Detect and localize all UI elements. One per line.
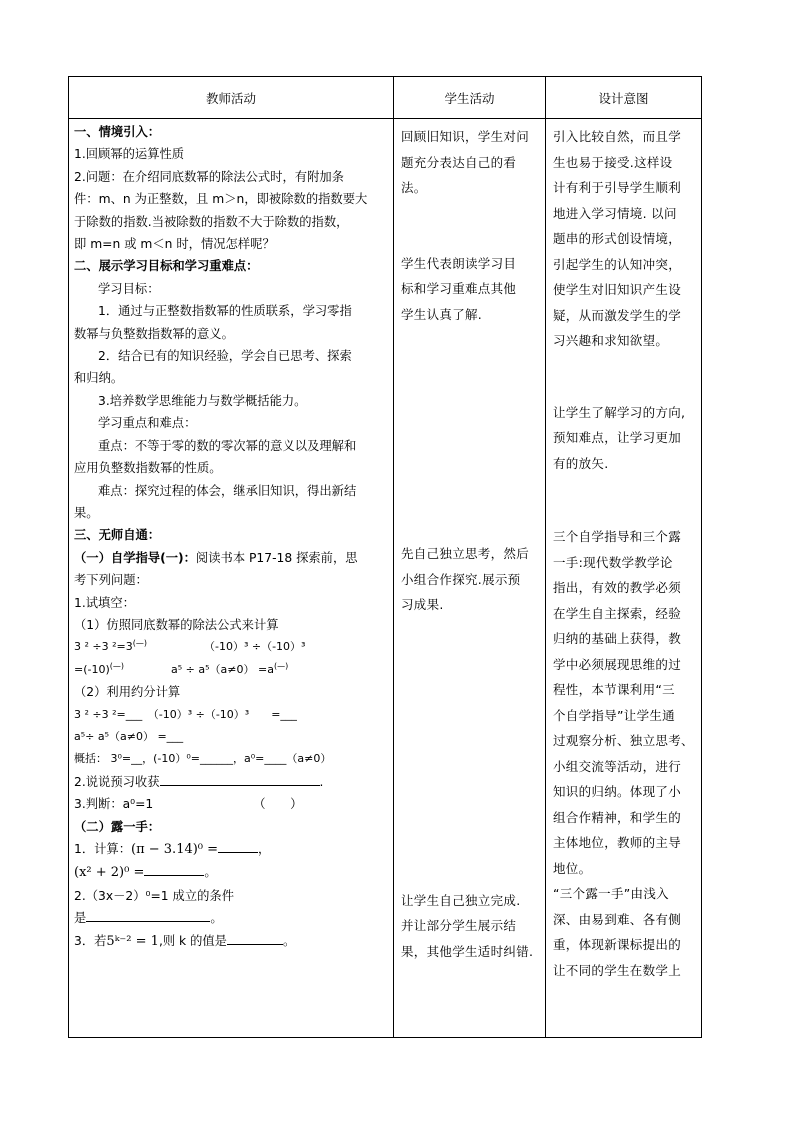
- text-line: （1）仿照同底数幂的除法公式来计算: [74, 617, 279, 632]
- text-line: 考下列问题：: [74, 573, 148, 588]
- guide-1-text: 阅读书本 P17-18 探索前，思: [195, 550, 358, 565]
- section-2-title: 二、展示学习目标和学习重难点：: [74, 259, 259, 274]
- math-line: [74, 838, 389, 861]
- text-line: 学习目标：: [98, 281, 160, 296]
- expr: （-10）³ ÷（-10）³: [204, 640, 306, 654]
- text-line: 先自己独立思考，然后: [401, 546, 530, 561]
- text-line: 一手:现代数学教学论: [553, 554, 673, 570]
- punct: 。: [282, 933, 296, 948]
- text-line: 习兴趣和求知欲望。: [553, 333, 669, 348]
- text-line: 学生认真了解.: [401, 306, 483, 322]
- text-line: 在学生自主探索，经验: [553, 605, 682, 621]
- math-line: 3 ² ÷3 ²=___ （-10）³ ÷（-10）³ =___: [74, 707, 297, 721]
- lesson-plan-table: [68, 76, 702, 1038]
- math-line: [74, 861, 389, 884]
- exercise-1-label: 1．计算：: [74, 842, 132, 856]
- question-3: 3.判断：a⁰=1: [74, 797, 154, 812]
- math-line: [74, 659, 389, 681]
- text-line: 知识的归纳。体现了小: [553, 784, 682, 799]
- answer-blank[interactable]: [86, 909, 210, 922]
- punct: ，: [258, 842, 271, 856]
- guide-1-title: （一）自学指导(一)：: [74, 550, 196, 565]
- text-line: 地位。: [553, 860, 592, 876]
- text-line: （2）利用约分计算: [74, 685, 181, 700]
- math-line: a⁵÷ a⁵（a≠0） =___: [74, 729, 184, 743]
- judge-blank[interactable]: （ ）: [253, 797, 303, 812]
- guide-2-title: （二）露一手：: [74, 819, 161, 834]
- text-line: 题充分表达自己的看: [401, 154, 517, 170]
- expr: 5ᵏ⁻² = 1: [106, 933, 159, 949]
- text-line: 难点：探究过程的体会，继承旧知识，得出新结: [98, 483, 357, 498]
- text-line: 即 m=n 或 m＜n 时，情况怎样呢？: [74, 237, 275, 252]
- expr: (π − 3.14)⁰ =: [131, 842, 219, 857]
- text-line: 过观察分析、独立思考、: [553, 733, 694, 748]
- punct: 。: [210, 911, 223, 926]
- text-line: 个自学指导”让学生通: [553, 707, 675, 723]
- text-line: 1.回顾幂的运算性质: [74, 147, 185, 162]
- text-line: [74, 907, 389, 929]
- text-line: 疑，从而激发学生的学: [553, 307, 682, 323]
- text-line: 学习重点和难点：: [98, 416, 197, 431]
- text-line: 主体地位，教师的主导: [553, 835, 682, 850]
- content-row: [69, 119, 702, 1038]
- text-line: 1．通过与正整数指数幂的性质联系，学习零指: [98, 304, 352, 319]
- text-line: 小组合作探究.展示预: [401, 571, 521, 587]
- exponent-blank: (—): [273, 661, 289, 671]
- header-student: 学生活动: [394, 77, 546, 119]
- exponent-blank: (—): [109, 661, 125, 671]
- text-line: 计有利于引导学生顺利: [553, 180, 682, 195]
- text-line: 重点：不等于零的数的零次幂的意义以及理解和: [98, 438, 357, 453]
- exponent-blank: (—): [132, 638, 147, 648]
- text-line: 件：m、n 为正整数，且 m＞n，即被除数的指数要大: [74, 192, 368, 207]
- text-line: 重，体现新课标提出的: [553, 937, 682, 952]
- text-line: 果，其他学生适时纠错.: [401, 943, 534, 959]
- text-line: 2.（3x－2）⁰=1 成立的条件: [74, 888, 234, 903]
- text-line: 让不同的学生在数学上: [553, 962, 682, 978]
- expr: a⁵ ÷ a⁵（a≠0） =a: [171, 662, 274, 676]
- text-line: 学生代表朗读学习目: [401, 255, 517, 271]
- answer-blank[interactable]: [227, 932, 283, 945]
- expr: =(-10): [74, 662, 110, 676]
- text-line: 组合作精神，和学生的: [553, 809, 682, 825]
- math-line: [74, 930, 389, 953]
- header-row: [69, 77, 702, 119]
- expr: (x² + 2)⁰ =: [74, 865, 145, 881]
- text: 是: [74, 911, 87, 926]
- text-line: 回顾旧知识，学生对问: [401, 129, 530, 144]
- text-line: 使学生对旧知识产生设: [553, 282, 682, 297]
- text-line: 习成果.: [401, 597, 444, 612]
- text-line: 法。: [401, 180, 427, 195]
- text-line: 生也易于接受.这样设: [553, 154, 673, 170]
- answer-blank[interactable]: [144, 863, 204, 876]
- text-line: [74, 547, 389, 569]
- section-1-title: 一、情境引入：: [74, 125, 161, 139]
- text-line: 应用负整数指数幂的性质。: [74, 461, 222, 476]
- text-line: 预知难点，让学习更加: [553, 430, 682, 445]
- text-line: 学中必须展现思维的过: [553, 656, 682, 672]
- teacher-activity-cell: [69, 119, 394, 1038]
- text-line: 让学生自己独立完成.: [401, 892, 521, 908]
- text-line: 3.培养数学思维能力与数学概括能力。: [98, 393, 307, 408]
- text-line: 2.问题：在介绍同底数幂的除法公式时，有附加条: [74, 169, 344, 184]
- answer-blank[interactable]: [218, 840, 258, 853]
- math-line: [74, 636, 389, 658]
- text-line: 指出，有效的教学必须: [553, 580, 682, 595]
- header-teacher: 教师活动: [69, 77, 394, 119]
- text-line: “三个露一手”由浅入: [553, 886, 669, 901]
- text-line: 于除数的指数.当被除数的指数不大于除数的指数，: [74, 214, 349, 229]
- text-line: 让学生了解学习的方向,: [553, 404, 686, 420]
- text: ,则 k 的值是: [158, 933, 227, 948]
- text-line: [74, 793, 389, 815]
- text-line: 并让部分学生展示结: [401, 918, 517, 933]
- answer-blank[interactable]: [160, 773, 320, 786]
- text-line: 2.说说预习收获 .: [74, 774, 324, 789]
- text-line: 题串的形式创设情境，: [553, 231, 682, 246]
- exercise-3-label: 3．若: [74, 933, 107, 948]
- text-line: 小组交流等活动，进行: [553, 758, 682, 774]
- text-line: 标和学习重难点其他: [401, 281, 517, 296]
- header-design: 设计意图: [546, 77, 702, 119]
- text-line: 和归纳。: [74, 371, 124, 386]
- expr: 3 ² ÷3 ²=3: [74, 640, 133, 654]
- text-line: 2．结合已有的知识经验，学会自已思考、探索: [98, 349, 352, 364]
- section-3-title: 三、无师自通：: [74, 528, 161, 543]
- text-line: 果。: [74, 505, 99, 520]
- text-line: 深、由易到难、各有侧: [553, 911, 682, 927]
- student-activity-cell: [394, 119, 546, 1038]
- design-intent-cell: [546, 119, 702, 1038]
- text-line: 三个自学指导和三个露: [553, 529, 682, 544]
- punct: 。: [204, 865, 217, 880]
- question-2: 2.说说预习收获: [74, 774, 160, 789]
- text-line: 归纳的基础上获得，教: [553, 631, 682, 646]
- text-line: 程性，本节课利用“三: [553, 682, 675, 697]
- text-line: 有的放矢.: [553, 455, 609, 471]
- text-line: 引入比较自然，而且学: [553, 129, 682, 144]
- text-line: 数幂与负整数指数幂的意义。: [74, 326, 234, 341]
- summary-line: 概括： 3⁰=__，(-10）⁰=______，a⁰=____（a≠0）: [74, 752, 332, 766]
- text-line: 1.试填空：: [74, 595, 135, 610]
- text-line: 引起学生的认知冲突，: [553, 256, 682, 272]
- text-line: 地进入学习情境. 以问: [553, 205, 677, 221]
